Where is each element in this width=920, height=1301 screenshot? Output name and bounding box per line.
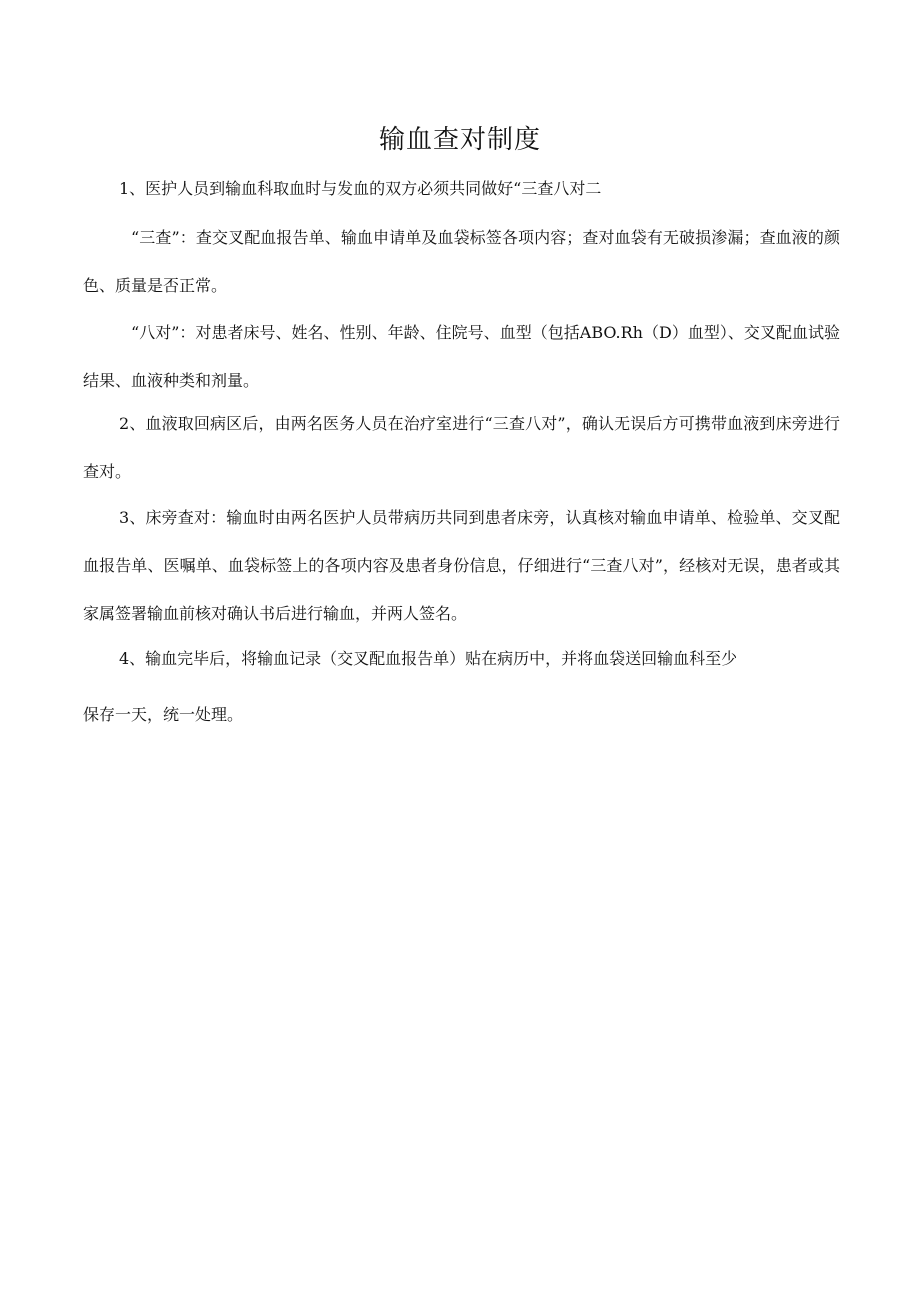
paragraph-item-1: 1、医护人员到输血科取血时与发血的双方必须共同做好“三查八对二 xyxy=(119,179,602,198)
paragraph-item-4-continuation: 保存一天，统一处理。 xyxy=(83,705,244,724)
paragraph-eight-verifications: “八对”：对患者床号、姓名、性别、年龄、住院号、血型（包括ABO.Rh（D）血型）、交叉配血试验结果、血液种类和剂量。 xyxy=(83,323,840,390)
document-title: 输血查对制度 xyxy=(378,125,541,155)
paragraph-item-4: 4、输血完毕后，将输血记录（交叉配血报告单）贴在病历中，并将血袋送回输血科至少 xyxy=(119,649,738,668)
paragraph-three-checks: “三查”：查交叉配血报告单、输血申请单及血袋标签各项内容；查对血袋有无破损渗漏；查血液的颜色、质量是否正常。 xyxy=(83,228,840,295)
paragraph-item-3: 3、床旁查对：输血时由两名医护人员带病历共同到患者床旁，认真核对输血申请单、检验单、交叉配血报告单、医嘱单、血袋标签上的各项内容及患者身份信息，仔细进行“三查八对”，经核对无误，患者或其家属签署输血前核对确认书后进行输血，并两人签名。 xyxy=(83,508,840,623)
paragraph-item-2: 2、血液取回病区后，由两名医务人员在治疗室进行“三查八对”，确认无误后方可携带血液到床旁进行查对。 xyxy=(83,414,840,481)
